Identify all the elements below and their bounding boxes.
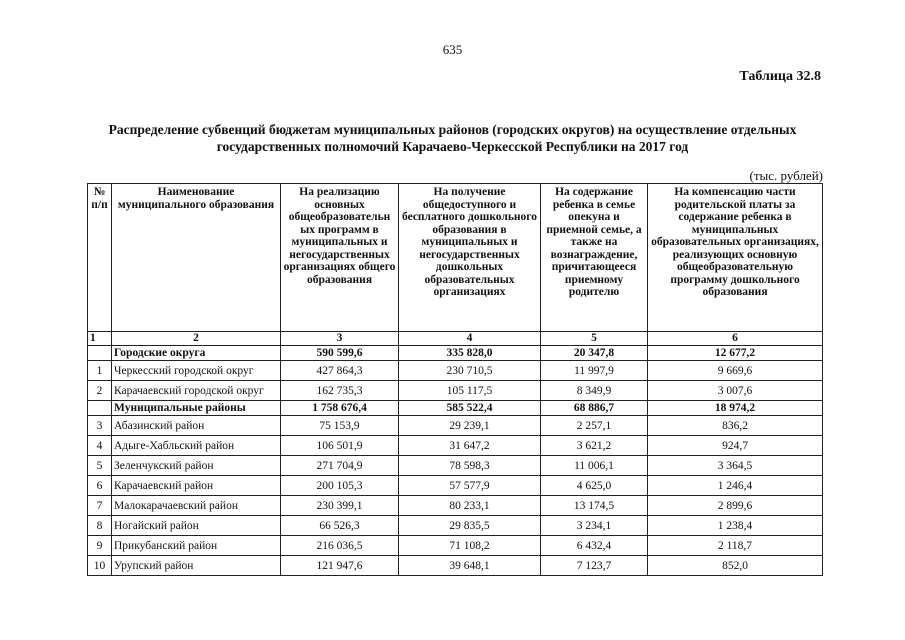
table-row — [88, 556, 823, 576]
table-row — [88, 381, 823, 401]
row-name: Карачаевский городской округ — [112, 381, 281, 401]
row-value: 230 710,5 — [399, 361, 541, 381]
table-row — [88, 456, 823, 476]
units-label: (тыс. рублей) — [749, 168, 823, 183]
row-value: 11 997,9 — [541, 361, 648, 381]
row-no: 9 — [88, 536, 112, 556]
group-value: 18 974,2 — [648, 401, 823, 416]
group-no — [88, 401, 112, 416]
group-value: 1 758 676,4 — [281, 401, 399, 416]
row-value: 106 501,9 — [281, 436, 399, 456]
group-name: Городские округа — [112, 346, 281, 361]
group-value: 335 828,0 — [399, 346, 541, 361]
table-row — [88, 416, 823, 436]
row-value: 271 704,9 — [281, 456, 399, 476]
row-value: 105 117,5 — [399, 381, 541, 401]
row-name: Прикубанский район — [112, 536, 281, 556]
row-no: 1 — [88, 361, 112, 381]
row-value: 13 174,5 — [541, 496, 648, 516]
row-value: 66 526,3 — [281, 516, 399, 536]
column-index: 1 — [88, 332, 112, 346]
row-value: 6 432,4 — [541, 536, 648, 556]
row-value: 230 399,1 — [281, 496, 399, 516]
row-name: Адыге-Хабльский район — [112, 436, 281, 456]
row-no: 4 — [88, 436, 112, 456]
row-value: 2 118,7 — [648, 536, 823, 556]
row-value: 75 153,9 — [281, 416, 399, 436]
header-col6: На компенсацию части родительской платы за содержание ребенка в муниципальных образовательных организациях, реализующих основную общеобразовательную программу дошкольного образования — [648, 184, 823, 332]
row-value: 427 864,3 — [281, 361, 399, 381]
table-row — [88, 436, 823, 456]
column-index-row — [88, 332, 823, 346]
row-name: Ногайский район — [112, 516, 281, 536]
row-value: 29 239,1 — [399, 416, 541, 436]
row-value: 39 648,1 — [399, 556, 541, 576]
group-name: Муниципальные районы — [112, 401, 281, 416]
row-no: 10 — [88, 556, 112, 576]
table-row — [88, 476, 823, 496]
row-value: 31 647,2 — [399, 436, 541, 456]
row-value: 7 123,7 — [541, 556, 648, 576]
title-line-2: государственных полномочий Карачаево-Черкесской Республики на 2017 год — [216, 139, 689, 154]
document-title — [40, 121, 865, 155]
row-value: 4 625,0 — [541, 476, 648, 496]
row-no: 8 — [88, 516, 112, 536]
group-value: 68 886,7 — [541, 401, 648, 416]
header-row — [88, 184, 823, 332]
row-value: 216 036,5 — [281, 536, 399, 556]
row-value: 1 238,4 — [648, 516, 823, 536]
row-value: 1 246,4 — [648, 476, 823, 496]
group-row-city-districts — [88, 346, 823, 361]
row-value: 3 007,6 — [648, 381, 823, 401]
row-value: 57 577,9 — [399, 476, 541, 496]
row-name: Малокарачаевский район — [112, 496, 281, 516]
row-value: 2 257,1 — [541, 416, 648, 436]
table-row — [88, 516, 823, 536]
row-name: Урупский район — [112, 556, 281, 576]
group-value: 585 522,4 — [399, 401, 541, 416]
table-label: Таблица 32.8 — [739, 69, 821, 84]
row-value: 3 234,1 — [541, 516, 648, 536]
row-no: 7 — [88, 496, 112, 516]
table-row — [88, 361, 823, 381]
row-value: 3 621,2 — [541, 436, 648, 456]
group-row-municipal-districts — [88, 401, 823, 416]
row-value: 852,0 — [648, 556, 823, 576]
header-col4: На получение общедоступного и бесплатного дошкольного образования в муниципальных и негосударственных дошкольных образовательных организациях — [399, 184, 541, 332]
row-name: Зеленчукский район — [112, 456, 281, 476]
header-col5: На содержание ребенка в семье опекуна и приемной семье, а также на вознаграждение, причитающееся приемному родителю — [541, 184, 648, 332]
row-value: 162 735,3 — [281, 381, 399, 401]
row-no: 3 — [88, 416, 112, 436]
column-index: 3 — [281, 332, 399, 346]
row-name: Черкесский городской округ — [112, 361, 281, 381]
row-value: 29 835,5 — [399, 516, 541, 536]
header-no: № п/п — [88, 184, 112, 332]
row-value: 9 669,6 — [648, 361, 823, 381]
column-index: 4 — [399, 332, 541, 346]
row-no: 5 — [88, 456, 112, 476]
group-value: 12 677,2 — [648, 346, 823, 361]
header-col3: На реализацию основных общеобразовательн ых программ в муниципальных и негосударственных организациях общего образования — [281, 184, 399, 332]
row-value: 8 349,9 — [541, 381, 648, 401]
header-name: Наименование муниципального образования — [112, 184, 281, 332]
column-index: 5 — [541, 332, 648, 346]
group-value: 20 347,8 — [541, 346, 648, 361]
row-name: Карачаевский район — [112, 476, 281, 496]
row-value: 121 947,6 — [281, 556, 399, 576]
column-index: 6 — [648, 332, 823, 346]
group-value: 590 599,6 — [281, 346, 399, 361]
row-value: 71 108,2 — [399, 536, 541, 556]
row-no: 6 — [88, 476, 112, 496]
row-value: 836,2 — [648, 416, 823, 436]
row-name: Абазинский район — [112, 416, 281, 436]
row-value: 3 364,5 — [648, 456, 823, 476]
row-value: 2 899,6 — [648, 496, 823, 516]
group-no — [88, 346, 112, 361]
row-no: 2 — [88, 381, 112, 401]
row-value: 11 006,1 — [541, 456, 648, 476]
column-index: 2 — [112, 332, 281, 346]
table-row — [88, 536, 823, 556]
page-number: 635 — [442, 42, 463, 57]
row-value: 78 598,3 — [399, 456, 541, 476]
row-value: 80 233,1 — [399, 496, 541, 516]
title-line-1: Распределение субвенций бюджетам муниципальных районов (городских округов) на осуществление отдельных — [108, 122, 797, 137]
table-row — [88, 496, 823, 516]
row-value: 924,7 — [648, 436, 823, 456]
row-value: 200 105,3 — [281, 476, 399, 496]
subsidy-table — [87, 183, 823, 576]
